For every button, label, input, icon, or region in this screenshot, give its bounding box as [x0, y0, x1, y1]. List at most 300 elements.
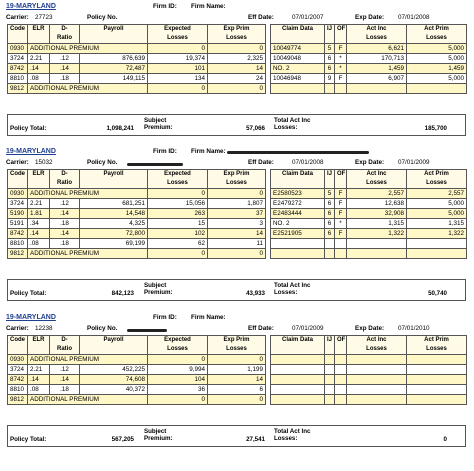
policy-label: Policy No. — [87, 159, 118, 166]
claim-row — [271, 249, 467, 259]
exposure-row — [8, 395, 266, 405]
section-footer — [7, 425, 466, 447]
class-code: 8810 — [8, 239, 28, 249]
exposure-row — [8, 199, 266, 209]
act-prim-value — [407, 365, 467, 375]
expected-losses-value: 0 — [148, 189, 208, 199]
exp-prim-value: 14 — [208, 229, 266, 239]
of-value: F — [335, 44, 347, 54]
subject-premium-label: Subject Premium: — [144, 428, 173, 442]
of-value: F — [335, 229, 347, 239]
payroll-header: Payroll — [80, 170, 148, 189]
expected-losses-value: 36 — [148, 385, 208, 395]
carrier-label: Carrier: — [6, 325, 29, 332]
subject-premium-label: Subject Premium: — [144, 117, 173, 131]
elr-value: .08 — [28, 239, 50, 249]
act-prim-value: 5,000 — [407, 74, 467, 84]
exposure-row — [8, 365, 266, 375]
class-code: 8742 — [8, 64, 28, 74]
claim-number: E2483444 — [271, 209, 325, 219]
code-header: Code — [8, 25, 28, 44]
act-prim-value: 5,000 — [407, 199, 467, 209]
total-act-inc-label: Total Act Inc Losses: — [274, 428, 311, 442]
exp-date-label: Exp Date: — [355, 14, 385, 21]
state-title: 19-MARYLAND — [6, 148, 56, 155]
of-value: F — [335, 189, 347, 199]
of-value — [335, 375, 347, 385]
exp-date-value: 07/01/2009 — [398, 159, 430, 166]
claim-row — [271, 395, 467, 405]
firm-name-label: Firm Name: — [191, 3, 226, 10]
claim-number: E2521905 — [271, 229, 325, 239]
expected-losses-value: 9,994 — [148, 365, 208, 375]
claim-number: E2479272 — [271, 199, 325, 209]
ij-value — [325, 239, 335, 249]
exposure-table — [7, 24, 266, 94]
elr-value: 2.21 — [28, 199, 50, 209]
code-header: Code — [8, 336, 28, 355]
act-prim-value — [407, 355, 467, 365]
act-prim-value — [407, 385, 467, 395]
dratio-value: .18 — [50, 239, 80, 249]
elr-value: .14 — [28, 64, 50, 74]
act-prim-value — [407, 239, 467, 249]
exp-prim-header: Exp Prim Losses — [208, 336, 266, 355]
of-value — [335, 84, 347, 94]
expected-losses-value: 0 — [148, 44, 208, 54]
claims-header-row — [271, 336, 467, 355]
expected-losses-value: 0 — [148, 395, 208, 405]
act-inc-header: Act Inc Losses — [347, 170, 407, 189]
class-code: 8742 — [8, 229, 28, 239]
policy-section-2 — [3, 148, 471, 297]
claim-number: 10046948 — [271, 74, 325, 84]
firm-id-label: Firm ID: — [153, 148, 177, 155]
act-prim-value — [407, 375, 467, 385]
of-value — [335, 355, 347, 365]
act-inc-value: 170,713 — [347, 54, 407, 64]
policy-total-label: Policy Total: — [10, 125, 47, 132]
dratio-header: D- Ratio — [50, 25, 80, 44]
exposure-row — [8, 64, 266, 74]
exposure-row — [8, 84, 266, 94]
act-prim-value: 5,000 — [407, 209, 467, 219]
claim-number — [271, 365, 325, 375]
of-value — [335, 385, 347, 395]
payroll-value: 40,372 — [80, 385, 148, 395]
claim-number: 10049774 — [271, 44, 325, 54]
ij-value — [325, 249, 335, 259]
carrier-value: 15032 — [35, 159, 53, 166]
elr-value: .14 — [28, 375, 50, 385]
policy-total-value: 1,098,241 — [106, 125, 134, 132]
ij-value — [325, 395, 335, 405]
expected-losses-value: 263 — [148, 209, 208, 219]
claims-table — [270, 335, 467, 405]
of-header: OF — [335, 336, 347, 355]
exp-prim-value: 1,199 — [208, 365, 266, 375]
act-inc-value: 32,908 — [347, 209, 407, 219]
claims-header-row — [271, 25, 467, 44]
act-prim-value: 5,000 — [407, 54, 467, 64]
act-inc-header: Act Inc Losses — [347, 25, 407, 44]
claim-data-header: Claim Data — [271, 25, 325, 44]
firm-name-label: Firm Name: — [191, 314, 226, 321]
carrier-row — [3, 324, 471, 335]
ij-value — [325, 355, 335, 365]
class-code: 5190 — [8, 209, 28, 219]
ij-value: 5 — [325, 189, 335, 199]
expected-losses-value: 104 — [148, 375, 208, 385]
payroll-value: 681,251 — [80, 199, 148, 209]
elr-header: ELR — [28, 170, 50, 189]
act-inc-value — [347, 239, 407, 249]
ij-value — [325, 84, 335, 94]
act-prim-value — [407, 84, 467, 94]
claim-row — [271, 199, 467, 209]
claim-row — [271, 54, 467, 64]
claim-row — [271, 385, 467, 395]
dratio-value: .12 — [50, 365, 80, 375]
expected-losses-value: 15,056 — [148, 199, 208, 209]
policy-label: Policy No. — [87, 325, 118, 332]
claim-row — [271, 239, 467, 249]
row-description: ADDITIONAL PREMIUM — [28, 189, 148, 199]
subject-premium-label: Subject Premium: — [144, 282, 173, 296]
class-code: 5191 — [8, 219, 28, 229]
elr-value: .34 — [28, 219, 50, 229]
claims-table — [270, 24, 467, 94]
ij-header: IJ — [325, 25, 335, 44]
ij-header: IJ — [325, 336, 335, 355]
exp-prim-value: 11 — [208, 239, 266, 249]
act-inc-value — [347, 385, 407, 395]
section-footer — [7, 279, 466, 301]
exposure-row — [8, 54, 266, 64]
policy-section-3 — [3, 314, 471, 443]
act-prim-header: Act Prim Losses — [407, 336, 467, 355]
act-inc-value: 1,322 — [347, 229, 407, 239]
eff-date-label: Eff Date: — [248, 14, 274, 21]
elr-header: ELR — [28, 25, 50, 44]
carrier-value: 27723 — [35, 14, 53, 21]
ij-header: IJ — [325, 170, 335, 189]
exp-prim-value: 0 — [208, 84, 266, 94]
claim-row — [271, 84, 467, 94]
of-value — [335, 365, 347, 375]
dratio-value: .14 — [50, 209, 80, 219]
act-prim-value: 1,322 — [407, 229, 467, 239]
redaction-mark — [127, 329, 167, 332]
claim-row — [271, 219, 467, 229]
act-prim-value — [407, 249, 467, 259]
tables-area — [3, 24, 471, 114]
act-prim-header: Act Prim Losses — [407, 25, 467, 44]
section-header — [3, 3, 471, 13]
row-description: ADDITIONAL PREMIUM — [28, 84, 148, 94]
act-prim-value: 5,000 — [407, 44, 467, 54]
carrier-value: 12238 — [35, 325, 53, 332]
of-value: F — [335, 209, 347, 219]
class-code: 9812 — [8, 395, 28, 405]
exposure-row — [8, 74, 266, 84]
act-prim-header: Act Prim Losses — [407, 170, 467, 189]
exposure-row — [8, 219, 266, 229]
claim-number — [271, 239, 325, 249]
of-value: * — [335, 64, 347, 74]
expected-losses-value: 0 — [148, 249, 208, 259]
eff-date-label: Eff Date: — [248, 325, 274, 332]
of-value: * — [335, 54, 347, 64]
claim-row — [271, 74, 467, 84]
exposure-row — [8, 249, 266, 259]
payroll-header: Payroll — [80, 25, 148, 44]
class-code: 8810 — [8, 385, 28, 395]
tables-area — [3, 335, 471, 425]
eff-date-value: 07/01/2009 — [292, 325, 324, 332]
exposure-header-row — [8, 336, 266, 355]
payroll-value: 149,115 — [80, 74, 148, 84]
section-header — [3, 314, 471, 324]
class-code: 3724 — [8, 199, 28, 209]
exposure-row — [8, 189, 266, 199]
dratio-header: D- Ratio — [50, 336, 80, 355]
exp-prim-header: Exp Prim Losses — [208, 170, 266, 189]
claim-row — [271, 189, 467, 199]
act-prim-value: 1,315 — [407, 219, 467, 229]
row-description: ADDITIONAL PREMIUM — [28, 355, 148, 365]
exposure-table — [7, 169, 266, 259]
firm-id-label: Firm ID: — [153, 3, 177, 10]
claim-data-header: Claim Data — [271, 336, 325, 355]
claim-number — [271, 375, 325, 385]
elr-value: .08 — [28, 74, 50, 84]
ij-value — [325, 375, 335, 385]
expected-losses-value: 134 — [148, 74, 208, 84]
firm-name-label: Firm Name: — [191, 148, 226, 155]
exp-prim-value: 14 — [208, 64, 266, 74]
policy-total-label: Policy Total: — [10, 290, 47, 297]
expected-losses-value: 62 — [148, 239, 208, 249]
ij-value: 6 — [325, 199, 335, 209]
carrier-row — [3, 158, 471, 169]
act-inc-header: Act Inc Losses — [347, 336, 407, 355]
claim-number: 10049048 — [271, 54, 325, 64]
ij-value: 6 — [325, 229, 335, 239]
expected-losses-value: 0 — [148, 84, 208, 94]
ij-value: 9 — [325, 74, 335, 84]
section-header — [3, 148, 471, 158]
class-code: 0930 — [8, 355, 28, 365]
redaction-mark — [227, 151, 369, 154]
claim-number — [271, 355, 325, 365]
of-header: OF — [335, 170, 347, 189]
payroll-value: 876,639 — [80, 54, 148, 64]
total-act-inc-label: Total Act Inc Losses: — [274, 282, 311, 296]
dratio-value: .18 — [50, 385, 80, 395]
total-act-inc-value: 0 — [443, 436, 447, 443]
class-code: 3724 — [8, 54, 28, 64]
claim-row — [271, 375, 467, 385]
claim-number: NO. 2 — [271, 64, 325, 74]
state-title: 19-MARYLAND — [6, 3, 56, 10]
class-code: 9812 — [8, 84, 28, 94]
act-inc-value: 6,621 — [347, 44, 407, 54]
claim-row — [271, 44, 467, 54]
row-description: ADDITIONAL PREMIUM — [28, 44, 148, 54]
elr-value: .08 — [28, 385, 50, 395]
claim-number — [271, 385, 325, 395]
exposure-row — [8, 44, 266, 54]
claims-table — [270, 169, 467, 259]
dratio-value: .12 — [50, 54, 80, 64]
exposure-row — [8, 375, 266, 385]
elr-value: 2.21 — [28, 54, 50, 64]
act-inc-value: 1,459 — [347, 64, 407, 74]
ij-value — [325, 365, 335, 375]
expected-losses-header: Expected Losses — [148, 170, 208, 189]
dratio-value: .14 — [50, 375, 80, 385]
claim-number: NO. 2 — [271, 219, 325, 229]
ij-value: 6 — [325, 54, 335, 64]
expected-losses-value: 19,374 — [148, 54, 208, 64]
claim-row — [271, 355, 467, 365]
exp-prim-value: 1,807 — [208, 199, 266, 209]
total-act-inc-value: 185,700 — [424, 125, 447, 132]
dratio-value: .12 — [50, 199, 80, 209]
elr-header: ELR — [28, 336, 50, 355]
act-inc-value — [347, 355, 407, 365]
act-inc-value — [347, 375, 407, 385]
exp-prim-value: 3 — [208, 219, 266, 229]
claims-header-row — [271, 170, 467, 189]
exp-prim-value: 0 — [208, 395, 266, 405]
exposure-header-row — [8, 170, 266, 189]
class-code: 8810 — [8, 74, 28, 84]
act-prim-value — [407, 395, 467, 405]
exp-date-label: Exp Date: — [355, 325, 385, 332]
of-value — [335, 249, 347, 259]
claim-row — [271, 229, 467, 239]
of-value: F — [335, 74, 347, 84]
act-inc-value — [347, 249, 407, 259]
act-inc-value — [347, 84, 407, 94]
act-inc-value: 2,557 — [347, 189, 407, 199]
policy-total-value: 567,205 — [111, 436, 134, 443]
claim-data-header: Claim Data — [271, 170, 325, 189]
claim-number — [271, 395, 325, 405]
row-description: ADDITIONAL PREMIUM — [28, 395, 148, 405]
class-code: 8742 — [8, 375, 28, 385]
dratio-value: .18 — [50, 74, 80, 84]
expected-losses-header: Expected Losses — [148, 336, 208, 355]
payroll-header: Payroll — [80, 336, 148, 355]
expected-losses-value: 102 — [148, 229, 208, 239]
act-inc-value — [347, 365, 407, 375]
payroll-value: 452,225 — [80, 365, 148, 375]
exp-date-label: Exp Date: — [355, 159, 385, 166]
elr-value: 2.21 — [28, 365, 50, 375]
act-inc-value: 1,315 — [347, 219, 407, 229]
payroll-value: 74,608 — [80, 375, 148, 385]
eff-date-value: 07/01/2007 — [292, 14, 324, 21]
subject-premium-value: 27,541 — [246, 436, 265, 443]
claim-number — [271, 249, 325, 259]
policy-label: Policy No. — [87, 14, 118, 21]
claim-row — [271, 365, 467, 375]
claim-number: E2580523 — [271, 189, 325, 199]
tables-area — [3, 169, 471, 279]
code-header: Code — [8, 170, 28, 189]
exp-prim-value: 0 — [208, 355, 266, 365]
carrier-label: Carrier: — [6, 14, 29, 21]
elr-value: .14 — [28, 229, 50, 239]
ij-value: 6 — [325, 209, 335, 219]
of-value — [335, 395, 347, 405]
state-title: 19-MARYLAND — [6, 314, 56, 321]
dratio-header: D- Ratio — [50, 170, 80, 189]
act-prim-value: 2,557 — [407, 189, 467, 199]
exposure-row — [8, 229, 266, 239]
class-code: 9812 — [8, 249, 28, 259]
exp-prim-value: 0 — [208, 249, 266, 259]
exp-prim-header: Exp Prim Losses — [208, 25, 266, 44]
exposure-row — [8, 355, 266, 365]
payroll-value: 4,325 — [80, 219, 148, 229]
row-description: ADDITIONAL PREMIUM — [28, 249, 148, 259]
of-value — [335, 239, 347, 249]
exp-date-value: 07/01/2008 — [398, 14, 430, 21]
exp-prim-value: 24 — [208, 74, 266, 84]
act-inc-value — [347, 395, 407, 405]
claim-number — [271, 84, 325, 94]
eff-date-label: Eff Date: — [248, 159, 274, 166]
policy-section-1 — [3, 3, 471, 132]
dratio-value: .14 — [50, 64, 80, 74]
policy-total-label: Policy Total: — [10, 436, 47, 443]
dratio-value: .18 — [50, 219, 80, 229]
exposure-row — [8, 239, 266, 249]
exposure-header-row — [8, 25, 266, 44]
expected-losses-header: Expected Losses — [148, 25, 208, 44]
ij-value — [325, 385, 335, 395]
act-inc-value: 6,907 — [347, 74, 407, 84]
dratio-value: .14 — [50, 229, 80, 239]
elr-value: 1.81 — [28, 209, 50, 219]
exp-date-value: 07/01/2010 — [398, 325, 430, 332]
expected-losses-value: 101 — [148, 64, 208, 74]
subject-premium-value: 43,933 — [246, 290, 265, 297]
firm-id-label: Firm ID: — [153, 314, 177, 321]
class-code: 3724 — [8, 365, 28, 375]
exp-prim-value: 2,325 — [208, 54, 266, 64]
claim-row — [271, 64, 467, 74]
exp-prim-value: 6 — [208, 385, 266, 395]
section-footer — [7, 114, 466, 136]
exposure-row — [8, 209, 266, 219]
ij-value: 6 — [325, 64, 335, 74]
exp-prim-value: 0 — [208, 44, 266, 54]
of-value: F — [335, 199, 347, 209]
ij-value: 5 — [325, 44, 335, 54]
exp-prim-value: 0 — [208, 189, 266, 199]
expected-losses-value: 0 — [148, 355, 208, 365]
claim-row — [271, 209, 467, 219]
eff-date-value: 07/01/2008 — [292, 159, 324, 166]
exp-prim-value: 37 — [208, 209, 266, 219]
total-act-inc-value: 50,740 — [428, 290, 447, 297]
payroll-value: 69,199 — [80, 239, 148, 249]
